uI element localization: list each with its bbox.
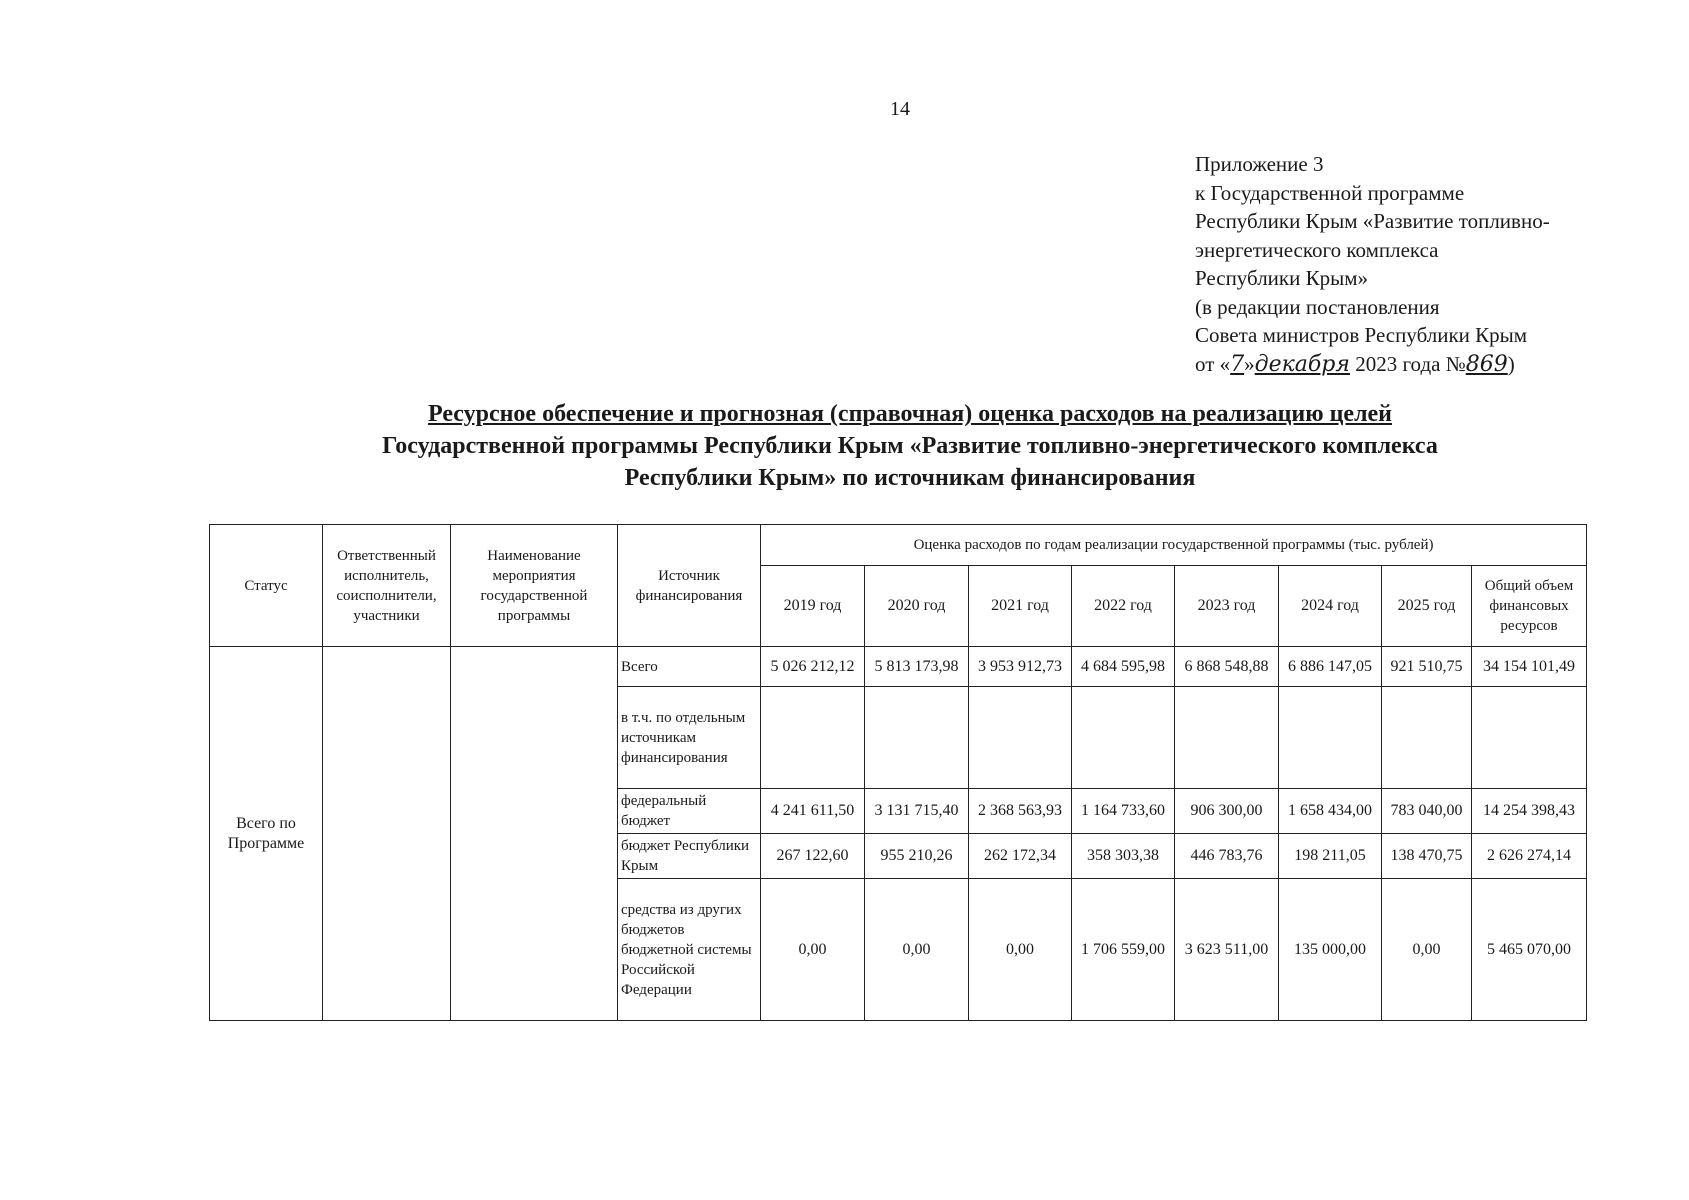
value-cell	[1279, 687, 1382, 789]
header-year: 2020 год	[865, 566, 969, 647]
header-event-name: Наименование мероприятия государственной программы	[451, 525, 618, 647]
value-cell: 2 368 563,93	[969, 789, 1072, 834]
appendix-line: Республики Крым «Развитие топливно-	[1195, 209, 1550, 233]
value-cell: 6 886 147,05	[1279, 647, 1382, 687]
value-cell: 783 040,00	[1382, 789, 1472, 834]
value-cell: 2 626 274,14	[1472, 834, 1587, 879]
value-cell: 6 868 548,88	[1175, 647, 1279, 687]
value-cell: 0,00	[969, 879, 1072, 1021]
value-cell: 3 623 511,00	[1175, 879, 1279, 1021]
source-cell: Всего	[618, 647, 761, 687]
header-year: 2019 год	[761, 566, 865, 647]
value-cell: 14 254 398,43	[1472, 789, 1587, 834]
value-cell: 1 658 434,00	[1279, 789, 1382, 834]
value-cell: 4 684 595,98	[1072, 647, 1175, 687]
appendix-line: Приложение 3	[1195, 152, 1324, 176]
value-cell: 446 783,76	[1175, 834, 1279, 879]
date-mid: »	[1244, 351, 1255, 376]
header-year: 2024 год	[1279, 566, 1382, 647]
header-estimate-group: Оценка расходов по годам реализации государственной программы (тыс. рублей)	[761, 525, 1587, 566]
value-cell: 5 813 173,98	[865, 647, 969, 687]
title-line-2: Государственной программы Республики Крым «Развитие топливно-энергетического комплекса	[382, 433, 1438, 459]
table-row	[210, 647, 1587, 687]
value-cell	[1175, 687, 1279, 789]
appendix-line: энергетического комплекса	[1195, 237, 1439, 262]
event-name-cell	[451, 647, 618, 1021]
value-cell: 358 303,38	[1072, 834, 1175, 879]
value-cell: 34 154 101,49	[1472, 647, 1587, 687]
appendix-line: Совета министров Республики Крым	[1195, 323, 1528, 347]
appendix-date-line	[1195, 350, 1635, 380]
date-month-handwritten: декабря	[1254, 351, 1350, 377]
value-cell: 3 131 715,40	[865, 789, 969, 834]
value-cell	[1472, 687, 1587, 789]
value-cell: 4 241 611,50	[761, 789, 865, 834]
decree-number-handwritten: 869	[1465, 351, 1508, 377]
date-prefix: от «	[1195, 351, 1231, 376]
value-cell: 1 164 733,60	[1072, 789, 1175, 834]
value-cell: 0,00	[865, 879, 969, 1021]
value-cell: 955 210,26	[865, 834, 969, 879]
value-cell: 5 026 212,12	[761, 647, 865, 687]
header-row-1	[210, 525, 1587, 566]
value-cell	[1072, 687, 1175, 789]
value-cell	[865, 687, 969, 789]
header-responsible: Ответственный исполнитель, соисполнители, участники	[323, 525, 451, 647]
value-cell	[761, 687, 865, 789]
value-cell: 5 465 070,00	[1472, 879, 1587, 1021]
appendix-line: к Государственной программе	[1195, 180, 1465, 205]
value-cell: 0,00	[761, 879, 865, 1021]
date-close: )	[1507, 351, 1515, 376]
header-year: 2023 год	[1175, 566, 1279, 647]
value-cell: 138 470,75	[1382, 834, 1472, 879]
appendix-line: Республики Крым»	[1195, 266, 1369, 290]
value-cell: 3 953 912,73	[969, 647, 1072, 687]
value-cell: 1 706 559,00	[1072, 879, 1175, 1021]
source-cell: бюджет Республики Крым	[618, 834, 761, 879]
value-cell	[1382, 687, 1472, 789]
responsible-cell	[323, 647, 451, 1021]
value-cell	[969, 687, 1072, 789]
value-cell: 198 211,05	[1279, 834, 1382, 879]
source-cell: в т.ч. по отдельным источникам финансирования	[618, 687, 761, 789]
title-line-1: Ресурсное обеспечение и прогнозная (справочная) оценка расходов на реализацию целей	[427, 401, 1393, 427]
header-year: 2025 год	[1382, 566, 1472, 647]
date-day-handwritten: 7	[1230, 351, 1245, 377]
page-number: 14	[890, 98, 910, 120]
appendix-block	[1195, 150, 1635, 379]
value-cell: 267 122,60	[761, 834, 865, 879]
header-total: Общий объем финансовых ресурсов	[1472, 566, 1587, 647]
header-status: Статус	[210, 525, 323, 647]
document-title	[230, 398, 1590, 494]
date-suffix: 2023 года №	[1355, 351, 1466, 376]
title-line-3: Республики Крым» по источникам финансирования	[624, 465, 1196, 491]
source-cell: средства из других бюджетов бюджетной системы Российской Федерации	[618, 879, 761, 1021]
header-year: 2022 год	[1072, 566, 1175, 647]
resource-table	[209, 524, 1587, 1021]
source-cell: федеральный бюджет	[618, 789, 761, 834]
value-cell: 906 300,00	[1175, 789, 1279, 834]
header-year: 2021 год	[969, 566, 1072, 647]
value-cell: 135 000,00	[1279, 879, 1382, 1021]
status-cell: Всего по Программе	[210, 647, 323, 1021]
header-source: Источник финансирования	[618, 525, 761, 647]
appendix-line: (в редакции постановления	[1195, 294, 1440, 319]
value-cell: 921 510,75	[1382, 647, 1472, 687]
value-cell: 262 172,34	[969, 834, 1072, 879]
value-cell: 0,00	[1382, 879, 1472, 1021]
